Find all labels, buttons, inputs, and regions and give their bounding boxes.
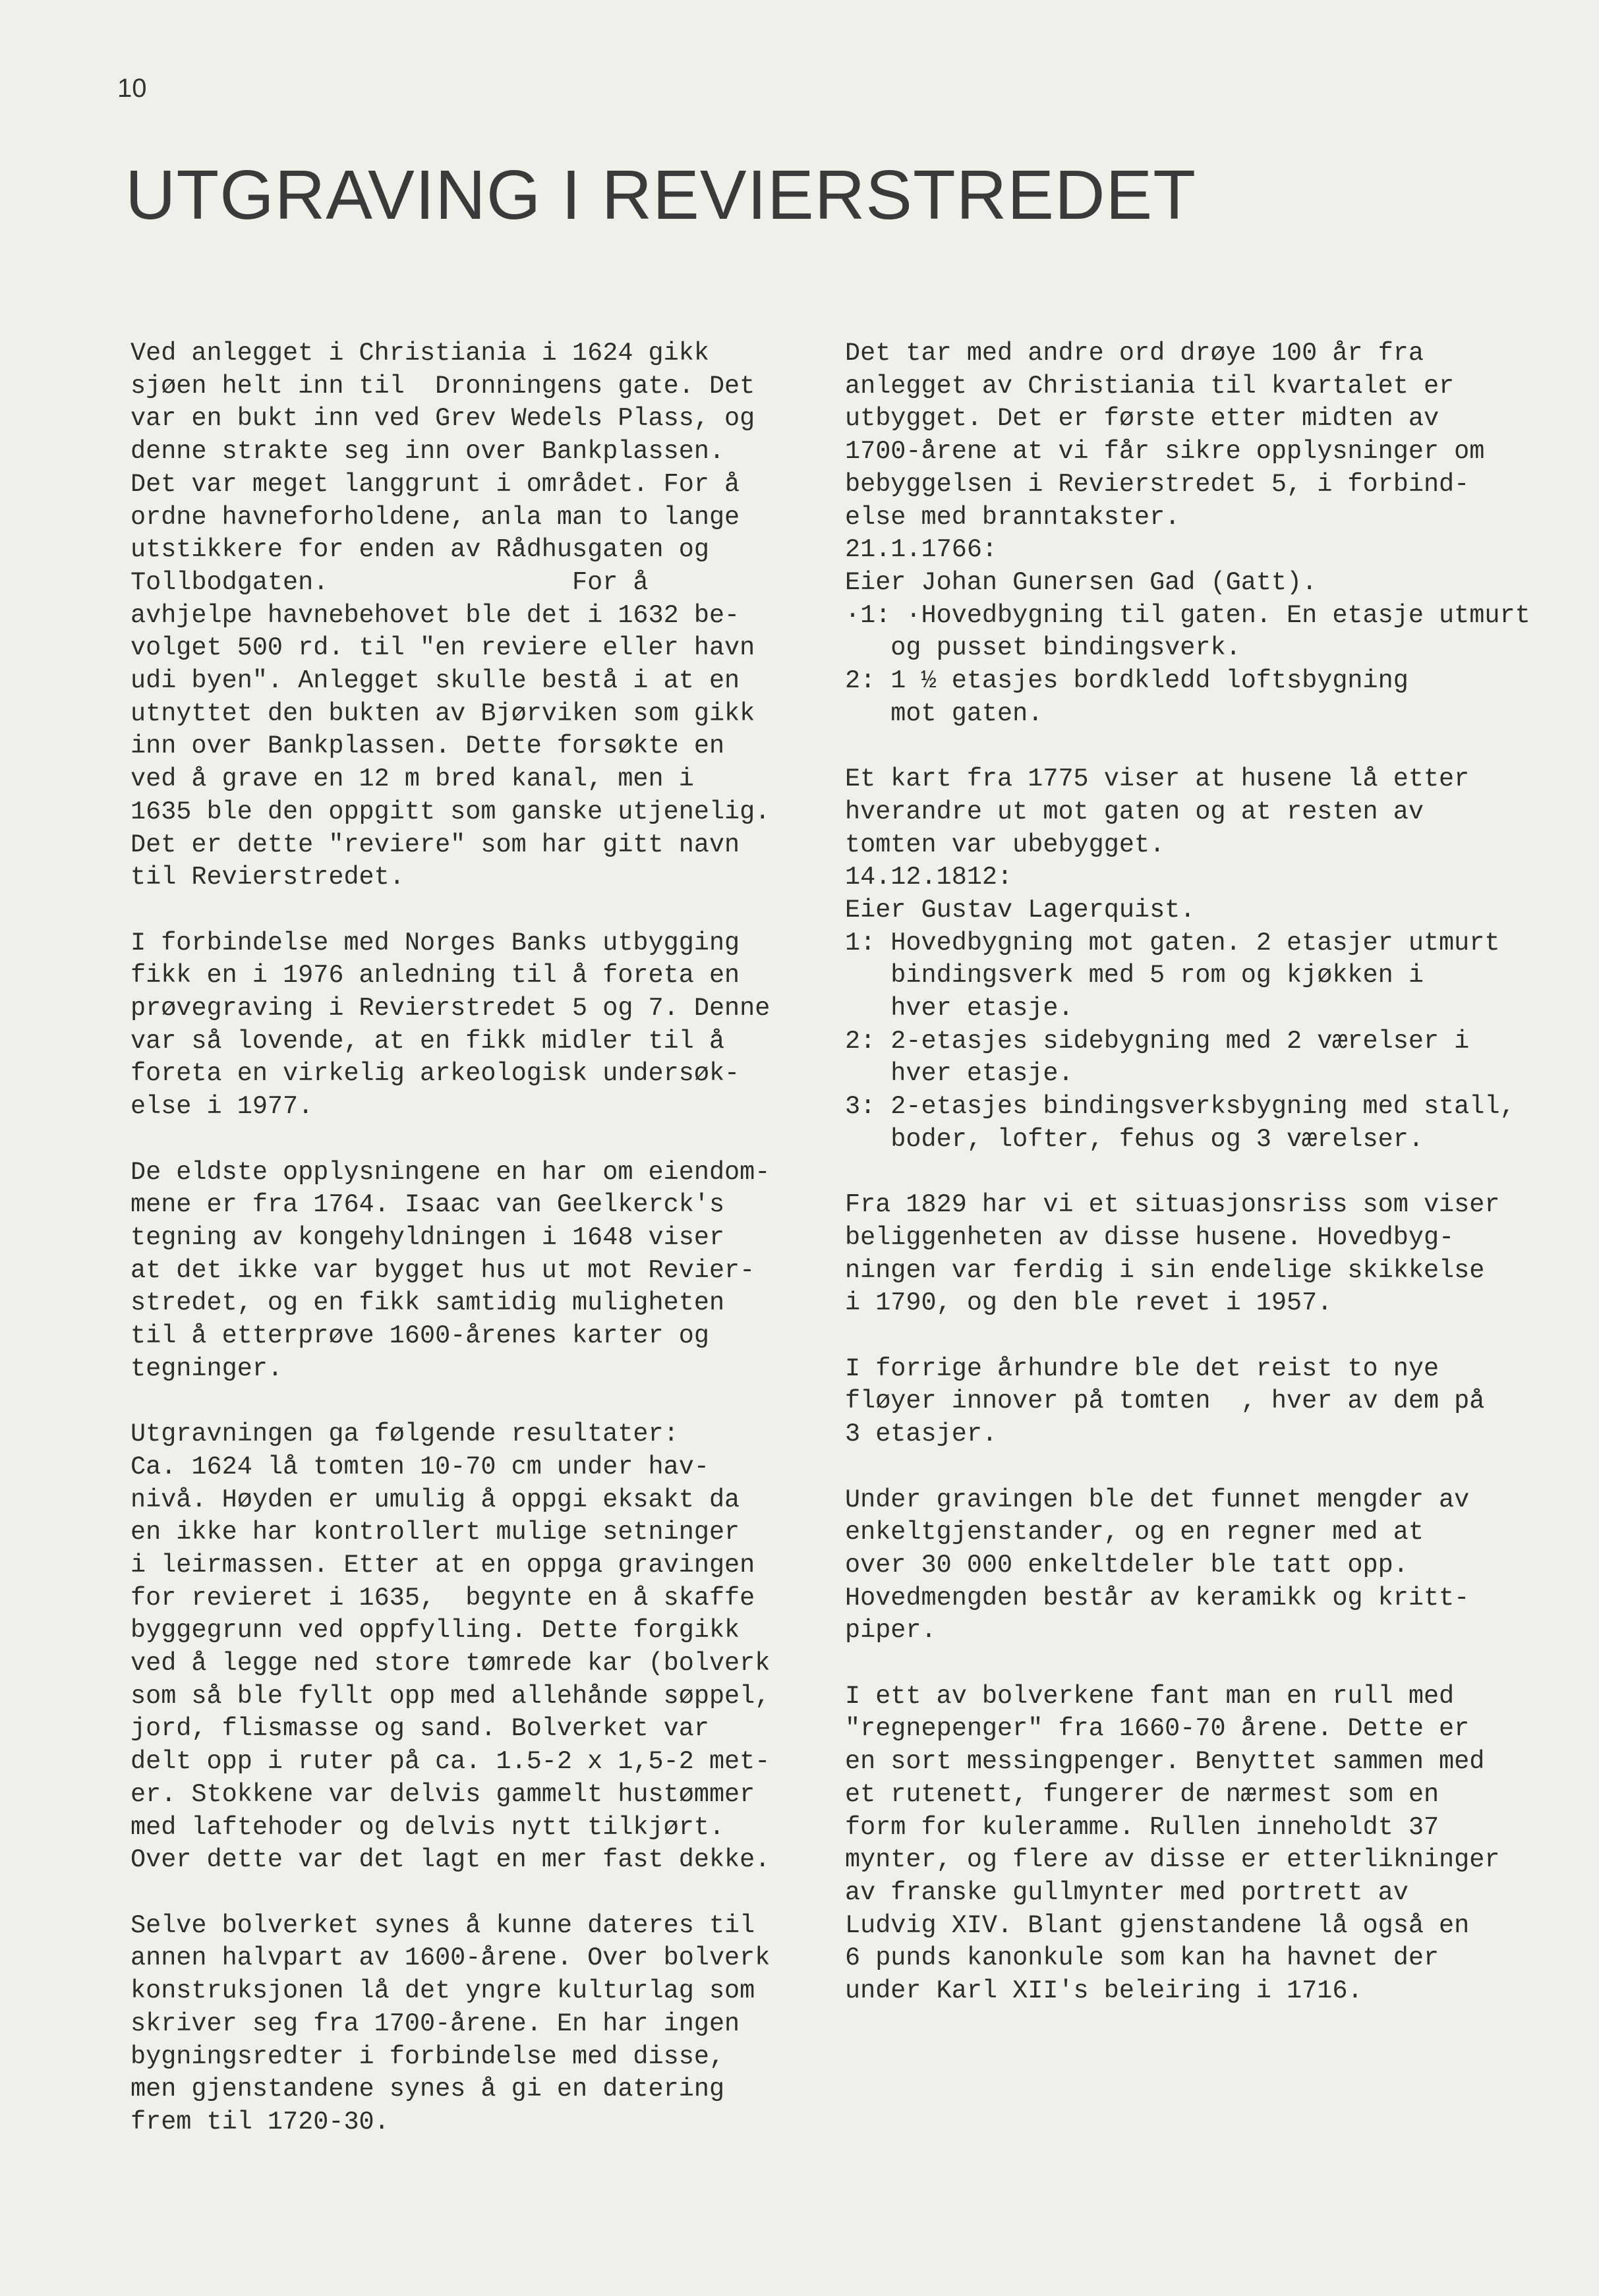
paragraph-gap	[845, 1648, 1583, 1680]
text-line: Hovedmengden består av keramikk og kritt-	[845, 1583, 1470, 1613]
text-line: enkeltgjenstander, og en regner med at	[845, 1518, 1424, 1547]
text-line: fikk en i 1976 anledning til å foreta en	[131, 961, 740, 990]
text-line: jord, flismasse og sand. Bolverket var	[131, 1714, 709, 1744]
text-line: form for kuleramme. Rullen inneholdt 37	[845, 1812, 1439, 1842]
paragraph-gap	[845, 1320, 1583, 1353]
text-line: anlegget av Christiania til kvartalet er	[845, 371, 1455, 401]
text-line: Selve bolverket synes å kunne dateres til	[131, 1910, 755, 1940]
text-line: ningen var ferdig i sin endelige skikkelse	[845, 1255, 1485, 1285]
text-line: I forrige århundre ble det reist to nye	[845, 1354, 1439, 1383]
text-line: 1635 ble den oppgitt som ganske utjenelig.	[131, 797, 770, 826]
text-line: Eier Johan Gunersen Gad (Gatt).	[845, 567, 1318, 597]
text-line: en ikke har kontrollert mulige setninger	[131, 1518, 740, 1547]
text-line: "regnepenger" fra 1660-70 årene. Dette er	[845, 1714, 1470, 1744]
paragraph-gap	[845, 1451, 1583, 1484]
text-line: foreta en virkelig arkeologisk undersøk-	[131, 1059, 740, 1089]
text-line: var så lovende, at en fikk midler til å	[131, 1026, 725, 1056]
paragraph-gap	[845, 1157, 1583, 1190]
text-line: inn over Bankplassen. Dette forsøkte en	[131, 732, 725, 761]
text-line: Det tar med andre ord drøye 100 år fra	[845, 339, 1424, 368]
text-line: med laftehoder og delvis nytt tilkjørt.	[131, 1812, 725, 1842]
text-line: er. Stokkene var delvis gammelt hustømmer	[131, 1779, 755, 1809]
text-line: frem til 1720-30.	[131, 2107, 390, 2137]
text-line: utbygget. Det er første etter midten av	[845, 404, 1439, 434]
text-line: hver etasje.	[845, 994, 1074, 1023]
text-line: piper.	[845, 1616, 937, 1646]
text-line: for revieret i 1635, begynte en å skaffe	[131, 1583, 755, 1613]
text-line: 3: 2-etasjes bindingsverksbygning med stall,	[845, 1092, 1515, 1122]
paragraph	[131, 337, 829, 894]
text-line: udi byen". Anlegget skulle bestå i at en	[131, 666, 740, 696]
text-line: tomten var ubebygget.	[845, 830, 1165, 859]
text-line: stredet, og en fikk samtidig muligheten	[131, 1288, 725, 1318]
text-line: bebyggelsen i Revierstredet 5, i forbind-	[845, 469, 1470, 499]
paragraph-gap	[131, 1385, 829, 1418]
text-line: som så ble fyllt opp med allehånde søppel,	[131, 1681, 770, 1711]
paragraph-gap	[131, 894, 829, 927]
page-number: 10	[117, 74, 147, 103]
right-column	[845, 337, 1583, 2008]
text-line: fløyer innover på tomten , hver av dem på	[845, 1387, 1485, 1416]
paragraph	[131, 1910, 829, 2139]
text-line: Et kart fra 1775 viser at husene lå etter	[845, 764, 1470, 794]
text-line: konstruksjonen lå det yngre kulturlag som	[131, 1976, 755, 2006]
text-line: boder, lofter, fehus og 3 værelser.	[845, 1124, 1424, 1154]
text-line: bindingsverk med 5 rom og kjøkken i	[845, 961, 1424, 990]
text-line: 14.12.1812:	[845, 863, 1013, 892]
text-line: I forbindelse med Norges Banks utbygging	[131, 928, 740, 958]
text-line: annen halvpart av 1600-årene. Over bolverk	[131, 1943, 770, 1973]
text-line: I ett av bolverkene fant man en rull med	[845, 1681, 1455, 1711]
text-line: hverandre ut mot gaten og at resten av	[845, 797, 1424, 826]
text-line: bygningsredter i forbindelse med disse,	[131, 2042, 725, 2071]
text-line: Eier Gustav Lagerquist.	[845, 895, 1196, 925]
text-line: De eldste opplysningene en har om eiendom-	[131, 1157, 770, 1187]
text-line: denne strakte seg inn over Bankplassen.	[131, 437, 725, 467]
paragraph	[131, 1157, 829, 1386]
text-line: at det ikke var bygget hus ut mot Revier-	[131, 1255, 755, 1285]
text-line: else med branntakster.	[845, 502, 1180, 532]
text-line: 2: 2-etasjes sidebygning med 2 værelser i	[845, 1026, 1470, 1056]
text-line: Det er dette "reviere" som har gitt navn	[131, 830, 740, 859]
text-line: ·1: ·Hovedbygning til gaten. En etasje utmurt	[845, 600, 1530, 630]
text-line: av franske gullmynter med portrett av	[845, 1878, 1409, 1907]
text-line: mot gaten.	[845, 699, 1043, 728]
text-line: skriver seg fra 1700-årene. En har ingen	[131, 2009, 740, 2038]
text-line: mynter, og flere av disse er etterlikninger	[845, 1845, 1500, 1875]
text-line: Ca. 1624 lå tomten 10-70 cm under hav-	[131, 1452, 709, 1481]
text-line: delt opp i ruter på ca. 1.5-2 x 1,5-2 met-	[131, 1747, 770, 1777]
text-line: 1: Hovedbygning mot gaten. 2 etasjer utmurt	[845, 928, 1500, 958]
text-line: over 30 000 enkeltdeler ble tatt opp.	[845, 1550, 1409, 1580]
text-line: sjøen helt inn til Dronningens gate. Det	[131, 371, 755, 401]
text-line: nivå. Høyden er umulig å oppgi eksakt da	[131, 1485, 740, 1514]
text-line: 6 punds kanonkule som kan ha havnet der	[845, 1943, 1439, 1973]
text-line: 2: 1 ½ etasjes bordkledd loftsbygning	[845, 666, 1409, 696]
text-line: Under gravingen ble det funnet mengder av	[845, 1485, 1470, 1514]
text-line: og pusset bindingsverk.	[845, 633, 1241, 663]
text-line: i leirmassen. Etter at en oppga gravingen	[131, 1550, 755, 1580]
paragraph-gap	[845, 730, 1583, 763]
text-line: else i 1977.	[131, 1092, 314, 1122]
text-line: tegning av kongehyldningen i 1648 viser	[131, 1222, 725, 1252]
text-line: volget 500 rd. til "en reviere eller havn	[131, 633, 755, 663]
text-line: til å etterprøve 1600-årenes karter og	[131, 1321, 709, 1351]
text-line: Ludvig XIV. Blant gjenstandene lå også en	[845, 1910, 1470, 1940]
paragraph	[845, 1189, 1583, 1320]
text-line: i 1790, og den ble revet i 1957.	[845, 1288, 1333, 1318]
text-line: mene er fra 1764. Isaac van Geelkerck's	[131, 1190, 725, 1220]
text-line: var en bukt inn ved Grev Wedels Plass, og	[131, 404, 755, 434]
text-line: Over dette var det lagt en mer fast dekke.	[131, 1845, 770, 1875]
text-line: Det var meget langgrunt i området. For å	[131, 469, 740, 499]
text-line: 3 etasjer.	[845, 1420, 998, 1449]
text-line: avhjelpe havnebehovet ble det i 1632 be-	[131, 600, 740, 630]
paragraph	[845, 1680, 1583, 2008]
paragraph	[845, 1353, 1583, 1451]
paragraph	[131, 1418, 829, 1877]
text-line: tegninger.	[131, 1354, 283, 1383]
paragraph	[845, 337, 1583, 730]
article-title: UTGRAVING I REVIERSTREDET	[125, 156, 1196, 234]
text-line: under Karl XII's beleiring i 1716.	[845, 1976, 1363, 2006]
paragraph-gap	[131, 1124, 829, 1157]
paragraph	[131, 927, 829, 1124]
text-line: utnyttet den bukten av Bjørviken som gikk	[131, 699, 755, 728]
text-line: Fra 1829 har vi et situasjonsriss som viser	[845, 1190, 1500, 1220]
paragraph	[845, 1484, 1583, 1648]
text-line: ved å legge ned store tømrede kar (bolverk	[131, 1649, 770, 1679]
paragraph-gap	[131, 1877, 829, 1910]
text-line: prøvegraving i Revierstredet 5 og 7. Denne	[131, 994, 770, 1023]
text-line: til Revierstredet.	[131, 863, 405, 892]
text-line: hver etasje.	[845, 1059, 1074, 1089]
paragraph	[845, 763, 1583, 1156]
text-line: beliggenheten av disse husene. Hovedbyg-	[845, 1222, 1455, 1252]
text-line: utstikkere for enden av Rådhusgaten og	[131, 535, 709, 565]
text-line: byggegrunn ved oppfylling. Dette forgikk	[131, 1616, 740, 1646]
text-line: ordne havneforholdene, anla man to lange	[131, 502, 740, 532]
text-line: Tollbodgaten. For å	[131, 567, 649, 597]
text-line: 21.1.1766:	[845, 535, 998, 565]
left-column	[131, 337, 829, 2139]
text-line: Utgravningen ga følgende resultater:	[131, 1420, 679, 1449]
text-line: men gjenstandene synes å gi en datering	[131, 2075, 725, 2104]
text-line: en sort messingpenger. Benyttet sammen med	[845, 1747, 1485, 1777]
text-line: 1700-årene at vi får sikre opplysninger om	[845, 437, 1485, 467]
text-line: Ved anlegget i Christiania i 1624 gikk	[131, 339, 709, 368]
text-line: et rutenett, fungerer de nærmest som en	[845, 1779, 1439, 1809]
text-line: ved å grave en 12 m bred kanal, men i	[131, 764, 694, 794]
